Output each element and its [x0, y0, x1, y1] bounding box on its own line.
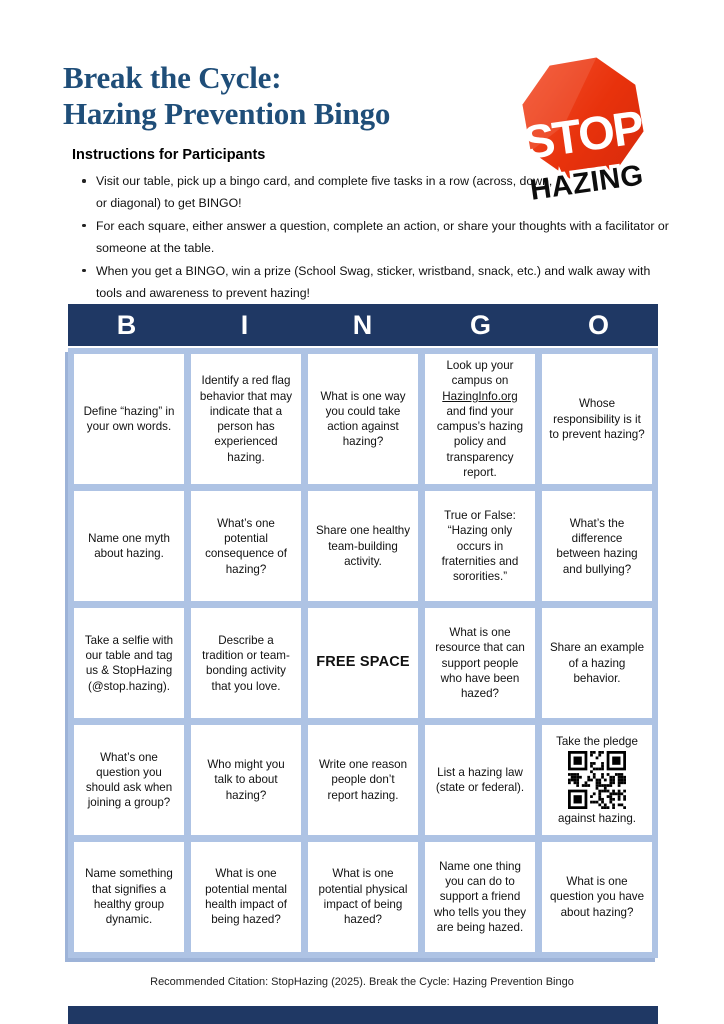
cell-text: What is one question you have about hazing? — [549, 875, 645, 919]
cell-text: What’s one question you should ask when joining a group? — [85, 750, 173, 810]
bingo-cell-16 — [74, 725, 184, 835]
qr-caption-bottom: against hazing. — [558, 812, 636, 826]
bingo-cell-1 — [74, 354, 184, 484]
logo-stop-text: STOP — [519, 99, 646, 170]
cell-text: Describe a tradition or team-bonding activity that you love. — [202, 633, 290, 693]
cell-text: What is one way you could take action against hazing? — [320, 389, 406, 449]
bingo-cell-8 — [308, 491, 418, 601]
page-title — [63, 60, 390, 131]
bingo-grid — [68, 348, 658, 958]
bingo-cell-21 — [74, 842, 184, 952]
bingo-cell-22 — [191, 842, 301, 952]
bingo-letter-g: G — [469, 309, 492, 340]
cell-text: What is one potential mental health impact of being hazed? — [205, 867, 287, 927]
bingo-cell-13 — [308, 608, 418, 718]
cell-text: FREE SPACE — [316, 654, 410, 671]
bingo-cell-3 — [308, 354, 418, 484]
cell-text: What’s the difference between hazing and bullying? — [556, 516, 638, 576]
cell-text: Name one myth about hazing. — [88, 532, 170, 561]
page-title-line1: Break the Cycle: — [63, 60, 282, 95]
bingo-cell-7 — [191, 491, 301, 601]
cell-text: What’s one potential consequence of hazing? — [205, 516, 287, 576]
bingo-cell-14 — [425, 608, 535, 718]
cell-text: Name something that signifies a healthy group dynamic. — [85, 867, 173, 927]
bingo-cell-17 — [191, 725, 301, 835]
cell-text: What is one potential physical impact of being hazed? — [318, 867, 408, 927]
cell-text: Share one healthy team-building activity. — [315, 524, 411, 568]
instructions-list — [78, 170, 670, 304]
page-title-line2: Hazing Prevention Bingo — [63, 95, 391, 131]
instructions-heading: Instructions for Participants — [72, 147, 266, 163]
logo-hazing-text: HAZING — [528, 159, 646, 202]
cell-text: and find your campus’s hazing policy and transparency report. — [436, 404, 524, 480]
bingo-cell-4 — [425, 354, 535, 484]
bingo-letter-b: B — [116, 309, 138, 340]
qr-caption-top: Take the pledge — [556, 734, 638, 748]
cell-text: What is one resource that can support people who have been hazed? — [435, 625, 525, 701]
bingo-cell-11 — [74, 608, 184, 718]
bingo-letter-n: N — [352, 309, 374, 340]
footer-bar — [68, 1006, 658, 1024]
bingo-cell-18 — [308, 725, 418, 835]
cell-text: Take a selfie with our table and tag us & StopHazing (@stop.hazing). — [84, 633, 174, 693]
bingo-cell-19 — [425, 725, 535, 835]
citation-text: Recommended Citation: StopHazing (2025). Break the Cycle: Hazing Prevention Bingo — [150, 976, 574, 988]
bingo-cell-2 — [191, 354, 301, 484]
bingo-cell-24 — [425, 842, 535, 952]
bingo-cell-9 — [425, 491, 535, 601]
bingo-cell-12 — [191, 608, 301, 718]
cell-text: Whose responsibility is it to prevent hazing? — [549, 397, 645, 441]
bingo-cell-23 — [308, 842, 418, 952]
cell-text: Write one reason people don’t report hazing. — [318, 758, 408, 802]
bingo-cell-6 — [74, 491, 184, 601]
hazinginfo-link[interactable]: HazingInfo.org — [442, 389, 518, 403]
cell-text: Look up your campus on — [446, 359, 514, 388]
instruction-bullet-1: Visit our table, pick up a bingo card, and complete five tasks in a row (across, down, or diagonal) to get BINGO! — [78, 170, 554, 215]
bingo-cell-25 — [542, 842, 652, 952]
bingo-cell-15 — [542, 608, 652, 718]
cell-text: Identify a red flag behavior that may indicate that a person has experienced hazing. — [199, 374, 293, 464]
instruction-bullet-2: For each square, either answer a question, complete an action, or share your thoughts with a facilitator or someone at the table. — [78, 215, 670, 260]
qr-code — [568, 751, 626, 809]
cell-text: Who might you talk to about hazing? — [207, 758, 285, 802]
bingo-letter-i: I — [240, 309, 250, 340]
cell-text: Define “hazing” in your own words. — [83, 404, 175, 434]
cell-text: True or False: “Hazing only occurs in fraternities and sororities.” — [441, 509, 519, 584]
bingo-cell-10 — [542, 491, 652, 601]
bingo-letter-o: O — [587, 309, 610, 340]
instruction-bullet-3: When you get a BINGO, win a prize (School Swag, sticker, wristband, snack, etc.) and walk away with tools and awareness to prevent hazing! — [78, 260, 670, 305]
cell-text: Name one thing you can do to support a friend who tells you they are being hazed. — [433, 859, 527, 934]
cell-text: List a hazing law (state or federal). — [435, 765, 525, 795]
bingo-cell-20 — [542, 725, 652, 835]
bingo-cell-5 — [542, 354, 652, 484]
bingo-header-bar — [68, 304, 658, 346]
cell-text: Share an example of a hazing behavior. — [549, 641, 645, 685]
